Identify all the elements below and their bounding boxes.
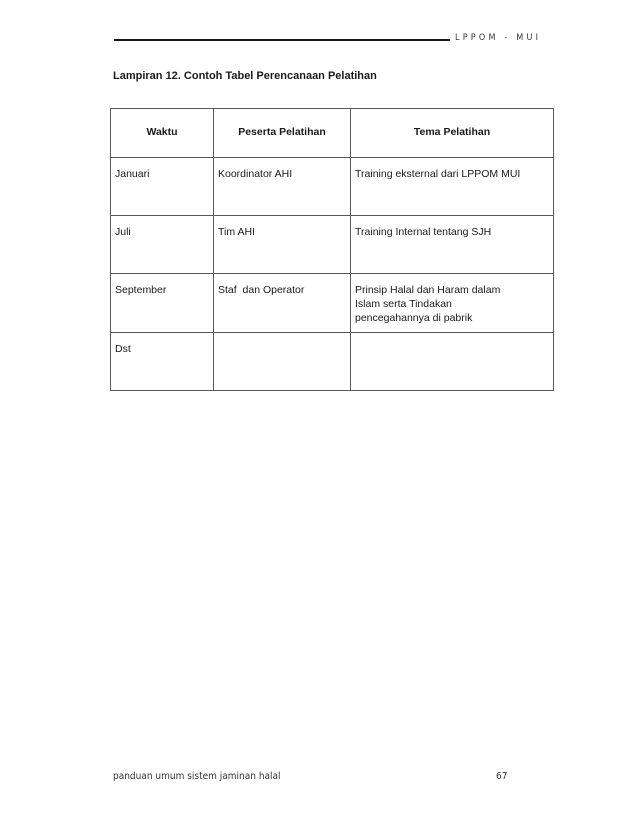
column-header-peserta: Peserta Pelatihan <box>214 109 351 158</box>
table-row <box>111 274 554 333</box>
cell-peserta: Staf dan Operator <box>214 274 351 333</box>
table-row <box>111 333 554 391</box>
page-title: Lampiran 12. Contoh Tabel Perencanaan Pelatihan <box>113 70 377 82</box>
cell-waktu: Dst <box>111 333 214 391</box>
column-header-waktu: Waktu <box>111 109 214 158</box>
cell-waktu: September <box>111 274 214 333</box>
cell-waktu: Juli <box>111 216 214 274</box>
cell-peserta: Tim AHI <box>214 216 351 274</box>
cell-tema <box>351 333 554 391</box>
cell-tema-line: Islam serta Tindakan <box>355 298 452 310</box>
table-row <box>111 158 554 216</box>
table-row <box>111 216 554 274</box>
cell-waktu: Januari <box>111 158 214 216</box>
footer-document-name: panduan umum sistem jaminan halal <box>113 771 281 782</box>
cell-tema <box>351 216 554 274</box>
cell-tema-line: Training eksternal dari LPPOM MUI <box>355 168 521 180</box>
cell-tema-line: Prinsip Halal dan Haram dalam <box>355 284 501 296</box>
cell-tema <box>351 274 554 333</box>
cell-peserta: Koordinator AHI <box>214 158 351 216</box>
cell-tema <box>351 158 554 216</box>
cell-tema-line: Training Internal tentang SJH <box>355 226 492 238</box>
cell-peserta <box>214 333 351 391</box>
table-header-row <box>111 109 554 158</box>
header-rule <box>114 39 450 41</box>
footer-page-number: 67 <box>496 771 508 782</box>
column-header-tema: Tema Pelatihan <box>351 109 554 158</box>
header-org-name: LPPOM - MUI <box>455 33 542 43</box>
cell-tema-line: pencegahannya di pabrik <box>355 312 473 324</box>
training-plan-table <box>110 108 554 391</box>
